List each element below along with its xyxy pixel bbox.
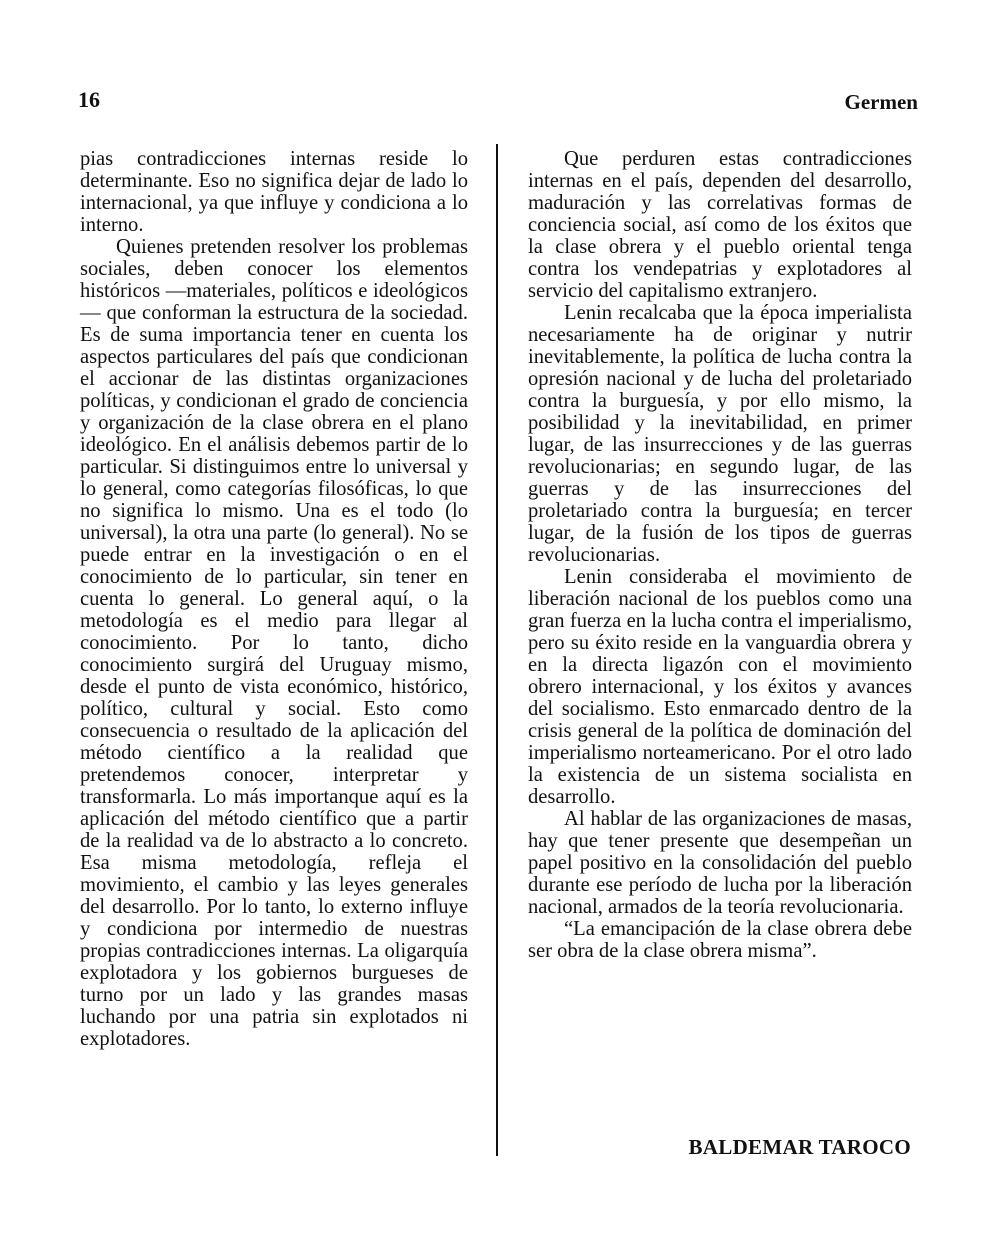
left-column bbox=[80, 148, 468, 1050]
paragraph: Al hablar de las organizaciones de masas, hay que tener presente que desempeñan un papel positivo en la consolidación del pueblo durante ese período de lucha por la liberación nacional, armados de la teoría revolucionaria. bbox=[528, 808, 912, 918]
paragraph: “La emancipación de la clase obrera debe ser obra de la clase obrera misma”. bbox=[528, 918, 912, 962]
paragraph: pias contradicciones internas reside lo determinante. Eso no significa dejar de lado lo internacional, ya que influye y condiciona a lo interno. bbox=[80, 148, 468, 236]
page-number: 16 bbox=[78, 87, 100, 112]
paragraph: Lenin recalcaba que la época imperialista necesariamente ha de originar y nutrir inevitablemente, la política de lucha contra la opresión nacional y de lucha del proletariado contra la burguesía, y por ello mismo, la posibilidad y la inevitabilidad, en primer lugar, de las insurrecciones y de las guerras revolucionarias; en segundo lugar, de las guerras y de las insurrecciones del proletariado contra la burguesía; en tercer lugar, de la fusión de los tipos de guerras revolucionarias. bbox=[528, 302, 912, 566]
running-title: Germen bbox=[844, 90, 918, 114]
paragraph: Quienes pretenden resolver los problemas sociales, deben conocer los elementos históricos —materiales, políticos e ideológicos— que conforman la estructura de la sociedad. Es de suma importancia tener en cuenta los aspectos particulares del país que condicionan el accionar de las distintas organizaciones políticas, y condicionan el grado de conciencia y organización de la clase obrera en el plano ideológico. En el análisis debemos partir de lo particular. Si distinguimos entre lo universal y lo general, como categorías filosóficas, lo que no significa lo mismo. Una es el todo (lo universal), la otra una parte (lo general). No se puede entrar en la investigación o en el conocimiento de lo particular, sin tener en cuenta lo general. Lo general aquí, o la metodología es el medio para llegar al conocimiento. Por lo tanto, dicho conocimiento surgirá del Uruguay mismo, desde el punto de vista económico, histórico, político, cultural y social. Esto como consecuencia o resultado de la aplicación del método científico a la realidad que pretendemos conocer, interpretar y transformarla. Lo más importanque aquí es la aplicación del método científico que a partir de la realidad va de lo abstracto a lo concreto. Esa misma metodología, refleja el movimiento, el cambio y las leyes generales del desarrollo. Por lo tanto, lo externo influye y condiciona por intermedio de nuestras propias contradicciones internas. La oligarquía explotadora y los gobiernos burgueses de turno por un lado y las grandes masas luchando por una patria sin explotados ni explotadores. bbox=[80, 236, 468, 1050]
author-signature: BALDEMAR TAROCO bbox=[688, 1135, 911, 1159]
column-divider bbox=[496, 144, 498, 1156]
paragraph: Lenin consideraba el movimiento de liberación nacional de los pueblos como una gran fuerza en la lucha contra el imperialismo, pero su éxito reside en la vanguardia obrera y en la directa ligazón con el movimiento obrero internacional, y los éxitos y avances del socialismo. Esto enmarcado dentro de la crisis general de la política de dominación del imperialismo norteamericano. Por el otro lado la existencia de un sistema socialista en desarrollo. bbox=[528, 566, 912, 808]
right-column bbox=[528, 148, 912, 962]
paragraph: Que perduren estas contradicciones internas en el país, dependen del desarrollo, maduración y las correlativas formas de conciencia social, así como de los éxitos que la clase obrera y el pueblo oriental tenga contra los vendepatrias y explotadores al servicio del capitalismo extranjero. bbox=[528, 148, 912, 302]
